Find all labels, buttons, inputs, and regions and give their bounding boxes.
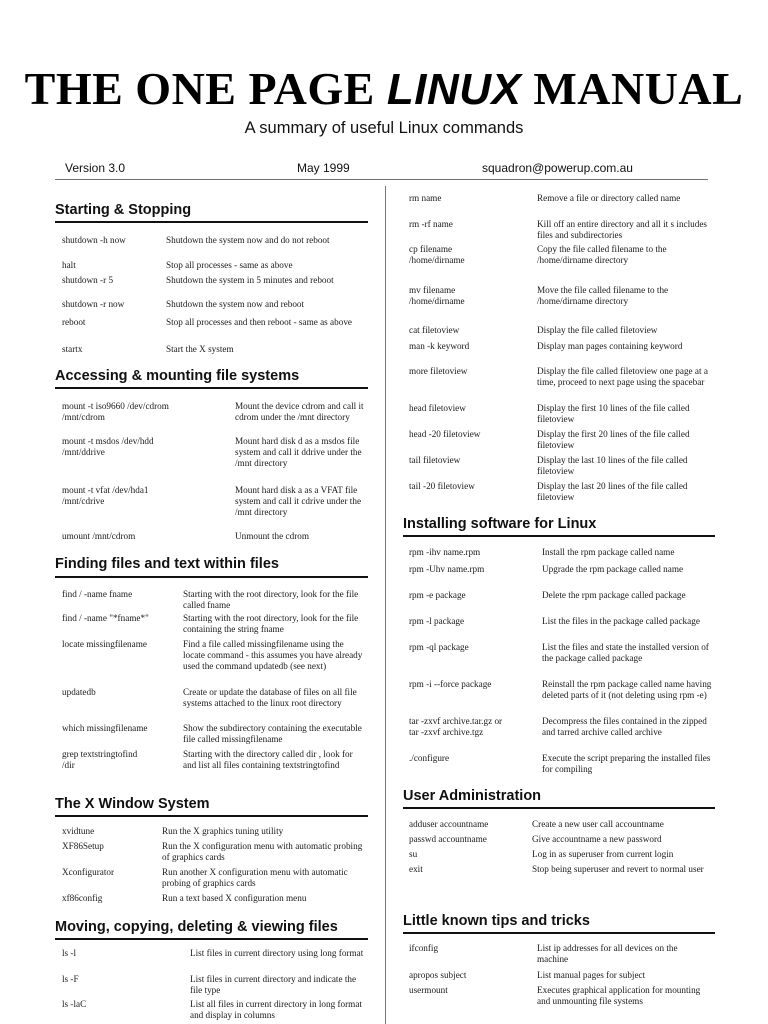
section-heading-starting: Starting & Stopping	[55, 202, 192, 218]
command-description: Run the X graphics tuning utility	[162, 826, 284, 836]
command-text: cat filetoview	[409, 325, 460, 335]
command-description: Start the X system	[166, 344, 234, 354]
command-description: List the files in the package called package	[542, 616, 700, 626]
command-text: Xconfigurator	[62, 867, 115, 877]
command-text: reboot	[62, 317, 86, 327]
command-description: Upgrade the rpm package called name	[542, 564, 684, 574]
command-description: Shutdown the system now and reboot	[166, 299, 305, 309]
command-text: rpm -ql package	[409, 642, 469, 652]
section-rule-starting	[55, 221, 368, 223]
command-text: mount -t iso9660 /dev/cdrom /mnt/cdrom	[62, 401, 169, 423]
command-text: tail filetoview	[409, 455, 461, 465]
section-rule-tips	[403, 932, 715, 934]
command-text: apropos subject	[409, 970, 467, 980]
title-part-1: THE ONE PAGE	[24, 63, 387, 114]
command-description: List manual pages for subject	[537, 970, 646, 980]
command-text: XF86Setup	[62, 841, 104, 851]
command-description: Move the file called filename to the /home/dirname directory	[537, 285, 669, 307]
command-text: rpm -ihv name.rpm	[409, 547, 481, 557]
command-description: List all files in current directory in long format and display in columns	[190, 999, 362, 1021]
command-text: ls -l	[62, 948, 77, 958]
command-description: Mount the device cdrom and call it cdrom under the /mnt directory	[235, 401, 364, 423]
command-description: Stop all processes and then reboot - same as above	[166, 317, 352, 327]
section-rule-mounting	[55, 387, 368, 389]
command-text: mount -t msdos /dev/hdd /mnt/ddrive	[62, 436, 154, 458]
command-text: shutdown -r 5	[62, 275, 114, 285]
command-description: Delete the rpm package called package	[542, 590, 686, 600]
command-description: Create a new user call accountname	[532, 819, 664, 829]
column-divider	[385, 186, 386, 1024]
command-description: Stop being superuser and revert to normal user	[532, 864, 704, 874]
command-description: List files in current directory and indicate the file type	[190, 974, 357, 996]
command-text: updatedb	[62, 687, 96, 697]
section-heading-finding: Finding files and text within files	[55, 556, 279, 572]
command-description: Starting with the directory called dir , look for and list all files containing textstringtofind	[183, 749, 353, 771]
command-text: shutdown -r now	[62, 299, 125, 309]
command-description: Unmount the cdrom	[235, 531, 309, 541]
email-label: squadron@powerup.com.au	[482, 161, 633, 175]
command-text: passwd accountname	[409, 834, 487, 844]
command-description: Kill off an entire directory and all it s includes files and subdirectories	[537, 219, 708, 241]
command-description: Run a text based X configuration menu	[162, 893, 307, 903]
command-description: Mount hard disk d as a msdos file system and call it ddrive under the /mnt directory	[235, 436, 362, 469]
section-heading-useradmin: User Administration	[403, 788, 542, 804]
command-description: Shutdown the system in 5 minutes and reboot	[166, 275, 334, 285]
header-divider	[55, 179, 708, 180]
command-description: Starting with the root directory, look for the file containing the string fname	[183, 613, 359, 635]
command-description: Display the last 20 lines of the file called filetoview	[537, 481, 688, 503]
command-text: su	[409, 849, 418, 859]
version-label: Version 3.0	[65, 161, 126, 175]
command-description: Display the file called filetoview one page at a time, proceed to next page using the spacebar	[537, 366, 708, 388]
document-title	[0, 62, 768, 115]
command-description: Copy the file called filename to the /home/dirname directory	[537, 244, 667, 266]
command-text: rpm -l package	[409, 616, 465, 626]
command-text: head -20 filetoview	[409, 429, 481, 439]
command-text: exit	[409, 864, 423, 874]
section-heading-mounting: Accessing & mounting file systems	[55, 368, 300, 384]
command-text: rpm -e package	[409, 590, 466, 600]
section-rule-xwindow	[55, 815, 368, 817]
command-description: Install the rpm package called name	[542, 547, 675, 557]
section-heading-moving: Moving, copying, deleting & viewing files	[55, 919, 338, 935]
section-rule-finding	[55, 576, 368, 578]
section-heading-tips: Little known tips and tricks	[403, 913, 590, 929]
command-description: Shutdown the system now and do not reboot	[166, 235, 330, 245]
command-text: rm -rf name	[409, 219, 453, 229]
command-description: List ip addresses for all devices on the machine	[537, 943, 678, 965]
command-description: Give accountname a new password	[532, 834, 662, 844]
command-description: Run another X configuration menu with automatic probing of graphics cards	[162, 867, 348, 889]
document-subtitle: A summary of useful Linux commands	[244, 119, 524, 137]
command-text: ls -laC	[62, 999, 87, 1009]
command-description: Show the subdirectory containing the executable file called missingfilename	[183, 723, 362, 745]
command-description: Display the first 20 lines of the file called filetoview	[537, 429, 690, 451]
command-description: Starting with the root directory, look for the file called fname	[183, 589, 359, 611]
title-part-2: MANUAL	[521, 63, 744, 114]
command-text: find / -name fname	[62, 589, 133, 599]
section-rule-useradmin	[403, 807, 715, 809]
command-text: adduser accountname	[409, 819, 489, 829]
command-text: tar -zxvf archive.tar.gz or tar -zxvf archive.tgz	[409, 716, 503, 738]
command-description: List files in current directory using long format	[190, 948, 364, 958]
command-description: Remove a file or directory called name	[537, 193, 681, 203]
command-text: head filetoview	[409, 403, 466, 413]
title-linux: LINUX	[386, 65, 522, 114]
command-description: List the files and state the installed version of the package called package	[542, 642, 709, 664]
command-description: Display the first 10 lines of the file called filetoview	[537, 403, 690, 425]
section-heading-installing: Installing software for Linux	[403, 516, 597, 532]
command-description: Log in as superuser from current login	[532, 849, 674, 859]
command-text: mount -t vfat /dev/hda1 /mnt/cdrive	[62, 485, 149, 507]
command-text: shutdown -h now	[62, 235, 126, 245]
command-description: Create or update the database of files on all file systems attached to the linux root directory	[183, 687, 357, 709]
command-description: Display the file called filetoview	[537, 325, 658, 335]
command-description: Reinstall the rpm package called name having deleted parts of it (not deleting using rpm -e)	[542, 679, 712, 701]
command-text: find / -name "*fname*"	[62, 613, 149, 623]
command-text: more filetoview	[409, 366, 468, 376]
command-text: cp filename /home/dirname	[409, 244, 465, 266]
command-description: Run the X configuration menu with automatic probing of graphics cards	[162, 841, 363, 863]
command-text: which missingfilename	[62, 723, 148, 733]
command-text: usermount	[409, 985, 448, 995]
command-text: rpm -Uhv name.rpm	[409, 564, 485, 574]
date-label: May 1999	[297, 161, 350, 175]
section-rule-installing	[403, 535, 715, 537]
command-text: startx	[62, 344, 83, 354]
command-description: Decompress the files contained in the zipped and tarred archive called archive	[542, 716, 707, 738]
section-rule-moving	[55, 938, 368, 940]
command-text: locate missingfilename	[62, 639, 147, 649]
command-text: man -k keyword	[409, 341, 470, 351]
command-text: umount /mnt/cdrom	[62, 531, 136, 541]
command-text: ls -F	[62, 974, 79, 984]
command-description: Display man pages containing keyword	[537, 341, 683, 351]
command-text: xf86config	[62, 893, 103, 903]
command-text: ifconfig	[409, 943, 439, 953]
command-text: mv filename /home/dirname	[409, 285, 465, 307]
command-description: Stop all processes - same as above	[166, 260, 293, 270]
command-text: tail -20 filetoview	[409, 481, 475, 491]
command-description: Mount hard disk a as a VFAT file system and call it cdrive under the /mnt directory	[235, 485, 362, 518]
command-description: Display the last 10 lines of the file called filetoview	[537, 455, 688, 477]
command-text: grep textstringtofind /dir	[62, 749, 138, 771]
command-description: Execute the script preparing the installed files for compiling	[542, 753, 711, 775]
command-description: Executes graphical application for mounting and unmounting file systems	[537, 985, 701, 1007]
command-description: Find a file called missingfilename using the locate command - this assumes you have already used the command updatedb (see next)	[183, 639, 363, 672]
command-text: rpm -i --force package	[409, 679, 492, 689]
command-text: xvidtune	[62, 826, 95, 836]
command-text: ./configure	[409, 753, 450, 763]
command-text: rm name	[409, 193, 442, 203]
section-heading-xwindow: The X Window System	[55, 796, 210, 812]
command-text: halt	[62, 260, 76, 270]
